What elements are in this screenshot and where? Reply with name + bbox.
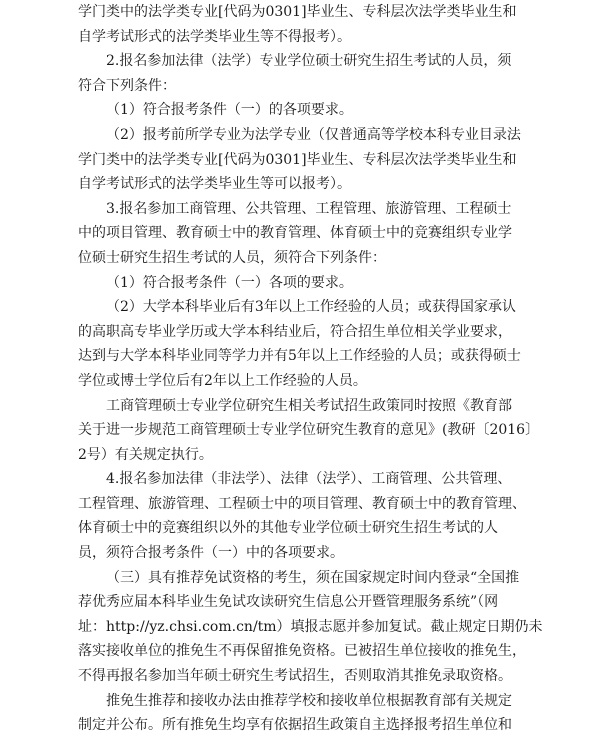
text-line: 工程管理、旅游管理、工程硕士中的项目管理、教育硕士中的教育管理、 [78, 495, 526, 512]
text-line: 达到与大学本科毕业同等学力并有5年以上工作经验的人员；或获得硕士 [78, 348, 521, 365]
text-line: 员，须符合报考条件（一）中的各项要求。 [78, 545, 344, 562]
text-line: （2）大学本科毕业后有3年以上工作经验的人员；或获得国家承认 [106, 299, 516, 316]
text-line: 中的项目管理、教育硕士中的教育管理、体育硕士中的竞赛组织专业学 [78, 225, 512, 242]
text-line: 学门类中的法学类专业[代码为0301]毕业生、专科层次法学类毕业生和 [78, 151, 517, 168]
text-line: （1）符合报考条件（一）各项的要求。 [106, 274, 353, 291]
text-line: 址：http://yz.chsi.com.cn/tm）填报志愿并参加复试。截止规定日期仍未 [78, 618, 543, 635]
text-line: 推免生推荐和接收办法由推荐学校和接收单位根据教育部有关规定 [106, 692, 512, 709]
text-line: 落实接收单位的推免生不再保留推免资格。已被招生单位接收的推免生， [78, 643, 526, 660]
text-line: 体育硕士中的竞赛组织以外的其他专业学位硕士研究生招生考试的人 [78, 520, 498, 537]
text-line: （三）具有推荐免试资格的考生，须在国家规定时间内登录“全国推 [106, 569, 520, 586]
text-line: 制定并公布。所有推免生均享有依据招生政策自主选择报考招生单位和 [78, 717, 512, 734]
text-line: 4.报名参加法律（非法学）、法律（法学）、工商管理、公共管理、 [106, 471, 512, 488]
text-line: 的高职高专毕业学历或大学本科结业后，符合招生单位相关学业要求， [78, 323, 512, 340]
text-line: （1）符合报考条件（一）的各项要求。 [106, 102, 353, 119]
text-line: 2号）有关规定执行。 [78, 446, 213, 463]
text-line: 荐优秀应届本科毕业生免试攻读研究生信息公开暨管理服务系统”（网 [78, 594, 499, 611]
text-line: 符合下列条件： [78, 77, 176, 94]
document-body [78, 0, 584, 738]
text-line: 不得再报名参加当年硕士研究生考试招生，否则取消其推免录取资格。 [78, 668, 512, 685]
text-line: 2.报名参加法律（法学）专业学位硕士研究生招生考试的人员，须 [106, 53, 512, 70]
text-line: 学门类中的法学类专业[代码为0301]毕业生、专科层次法学类毕业生和 [78, 4, 517, 20]
text-line: 自学考试形式的法学类毕业生等不得报考）。 [78, 28, 351, 45]
text-line: 3.报名参加工商管理、公共管理、工程管理、旅游管理、工程硕士 [106, 200, 512, 217]
text-line: 自学考试形式的法学类毕业生等可以报考）。 [78, 176, 351, 193]
text-line: 关于进一步规范工商管理硕士专业学位研究生教育的意见》(教研〔2016〕 [78, 422, 540, 439]
text-line: 学位或博士学位后有2年以上工作经验的人员。 [78, 372, 367, 389]
text-line: （2）报考前所学专业为法学专业（仅普通高等学校本科专业目录法 [106, 126, 521, 143]
text-line: 位硕士研究生招生考试的人员，须符合下列条件： [78, 249, 386, 266]
text-line: 工商管理硕士专业学位研究生相关考试招生政策同时按照《教育部 [106, 397, 512, 414]
